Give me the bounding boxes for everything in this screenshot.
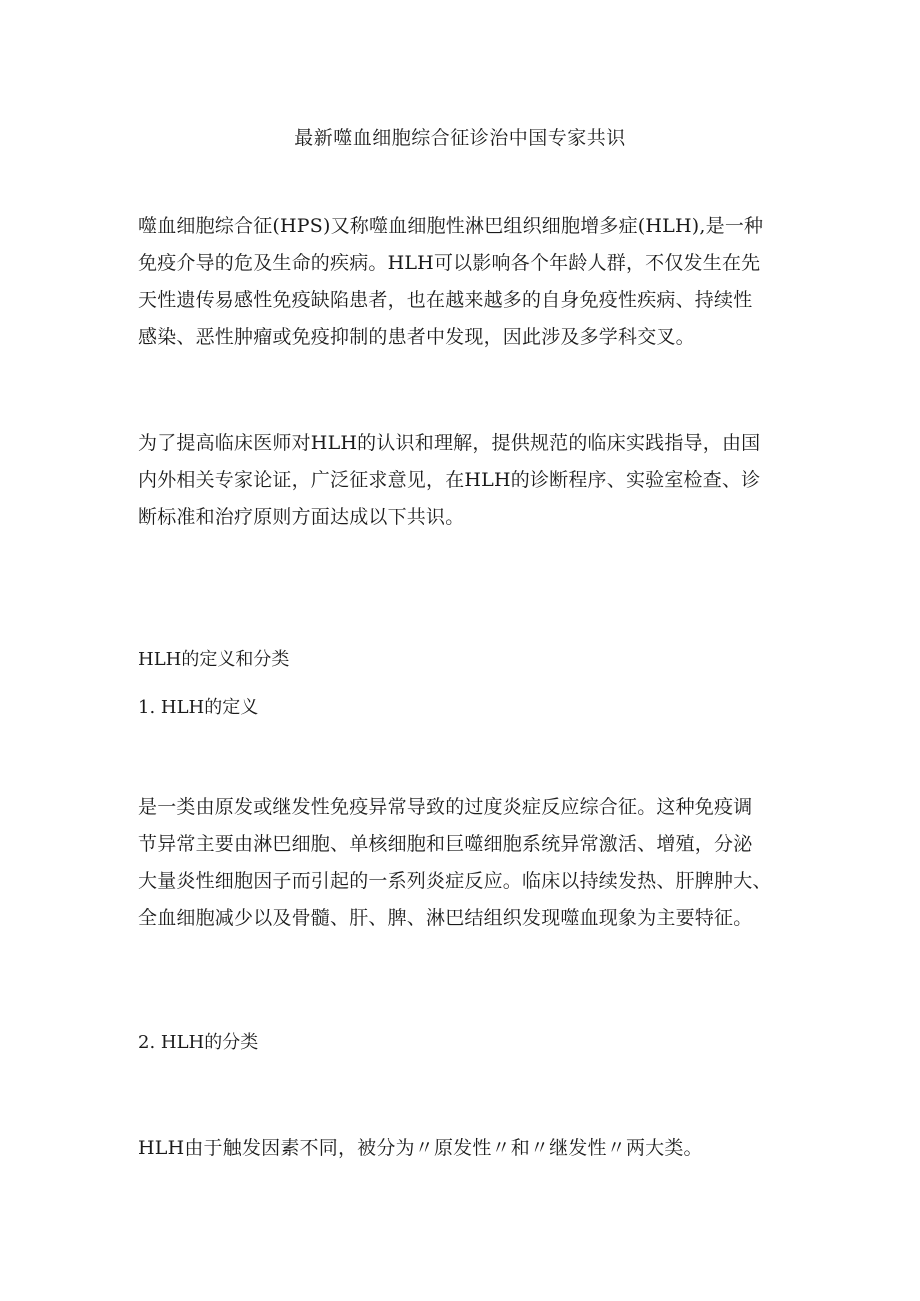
- intro-paragraph: [138, 208, 788, 356]
- definition-paragraph: [138, 789, 788, 937]
- intro-line-1: 噬血细胞综合征(HPS)又称噬血细胞性淋巴组织细胞增多症(HLH),是一种: [138, 215, 764, 237]
- intro-line-3: 天性遗传易感性免疫缺陷患者，也在越来越多的自身免疫性疾病、持续性: [138, 289, 753, 311]
- purpose-line-2: 内外相关专家论证，广泛征求意见，在HLH的诊断程序、实验室检查、诊: [138, 469, 761, 491]
- purpose-paragraph: [138, 425, 788, 536]
- classification-line-1: HLH由于触发因素不同，被分为〃原发性〃和〃继发性〃两大类。: [138, 1137, 703, 1159]
- purpose-line-1: 为了提高临床医师对HLH的认识和理解，提供规范的临床实践指导，由国: [138, 432, 761, 454]
- subsection-1-heading: 1. HLH的定义: [138, 697, 259, 718]
- section-heading: HLH的定义和分类: [138, 649, 290, 670]
- definition-line-4: 全血细胞减少以及骨髓、肝、脾、淋巴结组织发现噬血现象为主要特征。: [138, 907, 753, 929]
- subsection-2-heading: 2. HLH的分类: [138, 1032, 259, 1053]
- purpose-line-3: 断标准和治疗原则方面达成以下共识。: [138, 506, 465, 528]
- intro-line-4: 感染、恶性肿瘤或免疫抑制的患者中发现，因此涉及多学科交叉。: [138, 326, 695, 348]
- definition-line-3: 大量炎性细胞因子而引起的一系列炎症反应。临床以持续发热、肝脾肿大、: [138, 870, 772, 892]
- definition-line-1: 是一类由原发或继发性免疫异常导致的过度炎症反应综合征。这种免疫调: [138, 796, 753, 818]
- classification-paragraph: [138, 1130, 788, 1167]
- intro-line-2: 免疫介导的危及生命的疾病。HLH可以影响各个年龄人群，不仅发生在先: [138, 252, 761, 274]
- definition-line-2: 节异常主要由淋巴细胞、单核细胞和巨噬细胞系统异常激活、增殖，分泌: [138, 833, 753, 855]
- document-title: 最新噬血细胞综合征诊治中国专家共识: [294, 127, 626, 149]
